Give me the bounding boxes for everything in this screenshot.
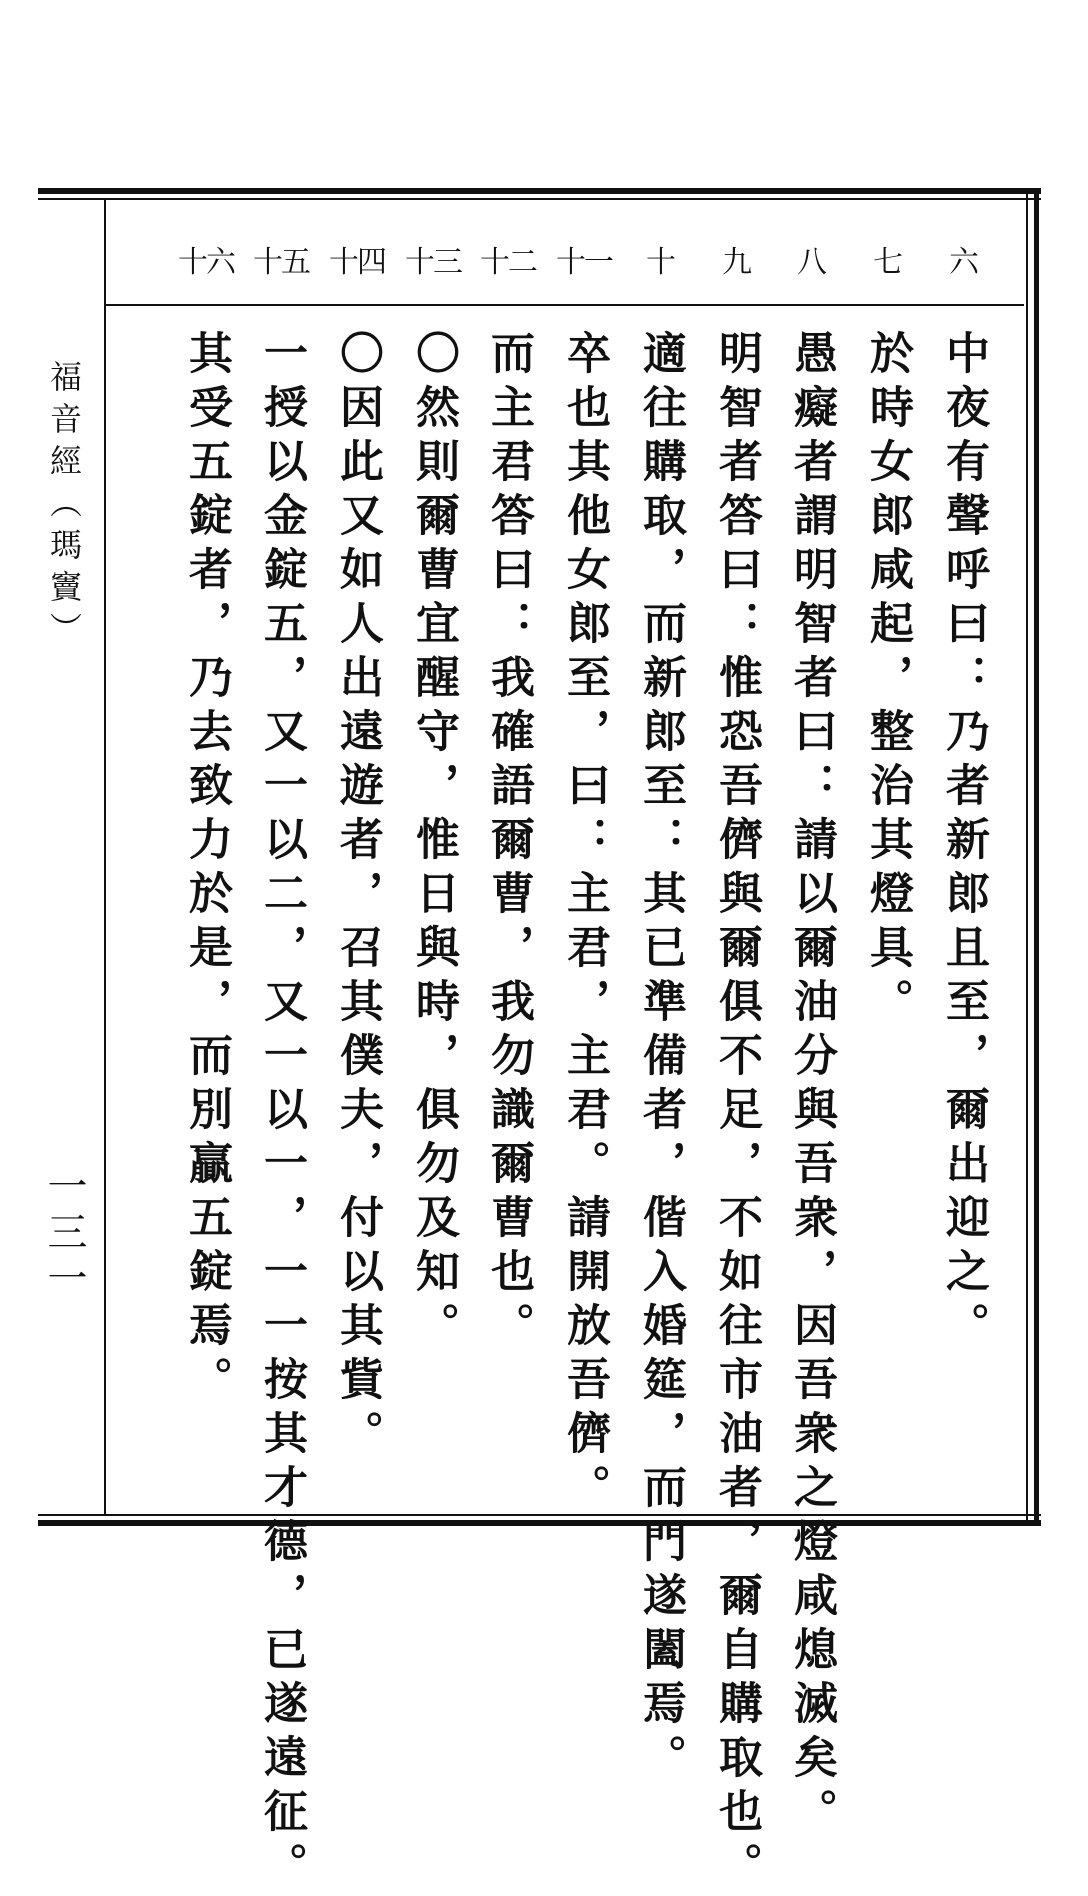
verse-number: 六 <box>949 245 977 280</box>
bottom-border-rule-inner <box>38 1514 1041 1516</box>
verse-text: 明智者答曰：惟恐吾儕與爾俱不足，不如往市油者，爾自購取也。 <box>711 330 762 1896</box>
verse-text: 〇因此又如人出遠遊者，召其僕夫，付以其貲。 <box>332 330 383 1464</box>
bottom-border-rule <box>38 1520 1041 1526</box>
verse-number-divider <box>106 304 1024 306</box>
verse-text: 而主君答曰：我確語爾曹，我勿識爾曹也。 <box>483 330 534 1356</box>
verse-number: 九 <box>722 245 750 280</box>
verse-text: 卒也其他女郎至，曰：主君，主君。請開放吾儕。 <box>559 330 610 1518</box>
page-number: 一三一 <box>41 1165 87 1303</box>
verse-text: 一授以金錠五，又一以二，又一以一，一一按其才德，已遂遠征。 <box>256 330 307 1896</box>
verse-text: 愚癡者謂明智者曰：請以爾油分與吾衆，因吾衆之燈咸熄滅矣。 <box>786 330 837 1842</box>
verse-text: 〇然則爾曹宜醒守，惟日與時，俱勿及知。 <box>408 330 459 1356</box>
verse-number: 八 <box>797 245 825 280</box>
verse-number: 十三 <box>405 245 461 280</box>
right-border-rule <box>1034 188 1039 1526</box>
right-border-rule-inner <box>1026 194 1028 1520</box>
verse-number: 七 <box>873 245 901 280</box>
verse-number: 十六 <box>178 245 234 280</box>
left-border-rule <box>104 200 106 1514</box>
verse-text: 中夜有聲呼曰：乃者新郎且至，爾出迎之。 <box>938 330 989 1356</box>
top-border-rule-inner <box>38 198 1041 200</box>
verse-text: 於時女郎咸起，整治其燈具。 <box>862 330 913 1032</box>
running-head: 福音經（瑪竇） <box>45 360 83 654</box>
verse-text: 其受五錠者，乃去致力於是，而別贏五錠焉。 <box>181 330 232 1410</box>
top-border-rule <box>38 188 1041 194</box>
verse-text: 適往購取，而新郎至：其已準備者，偕入婚筵，而門遂闔焉。 <box>635 330 686 1788</box>
verse-number: 十一 <box>556 245 612 280</box>
verse-number: 十四 <box>329 245 385 280</box>
verse-number: 十 <box>646 245 674 280</box>
verse-number: 十二 <box>480 245 536 280</box>
verse-number: 十五 <box>253 245 309 280</box>
